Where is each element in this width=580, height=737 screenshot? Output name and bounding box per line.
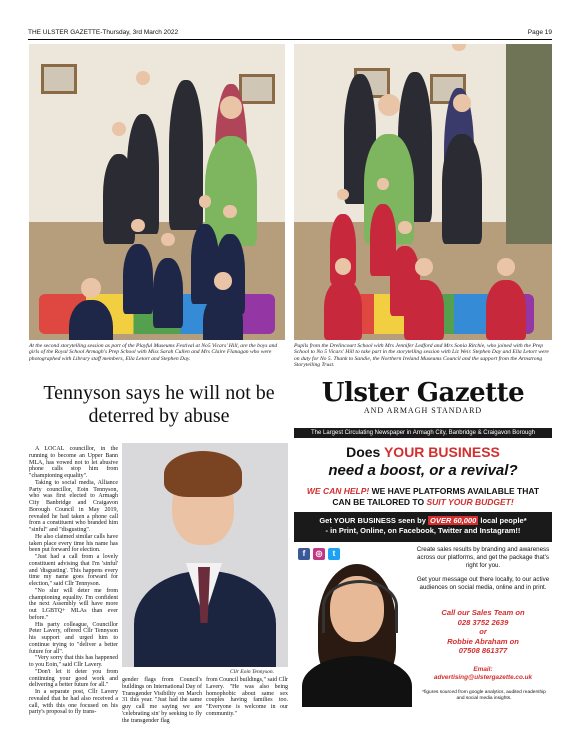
paragraph: "Just had a call from a lovely constituent advising that I'm 'sinful' and 'disgusting'. This happens every time my name goes forward for election," said Cllr Tennyson. bbox=[29, 554, 118, 587]
paragraph: A LOCAL councillor, in the running to become an Upper Bann MLA, has vowed not to let abusive phone calls stop him from "championing equality". bbox=[29, 446, 118, 479]
paragraph: In a separate post, Cllr Lavery revealed that he had also received a call, with this one focused on his party's proposal to fly trans- bbox=[29, 689, 118, 716]
page-number: Page 19 bbox=[527, 29, 552, 36]
photo-left bbox=[29, 44, 285, 340]
header-rule bbox=[28, 39, 552, 40]
reach-post: local people* bbox=[478, 516, 527, 525]
reach-line-2: - in Print, Online, on Facebook, Twitter and Instagram!! bbox=[325, 526, 521, 535]
phone-1[interactable]: 028 3752 2639 bbox=[457, 617, 509, 627]
advert-box bbox=[294, 378, 552, 709]
instagram-icon[interactable]: ◎ bbox=[313, 548, 325, 560]
ad-operator-image bbox=[296, 560, 416, 707]
help-red: WE CAN HELP! bbox=[306, 486, 370, 496]
article-headline: Tennyson says he will not be deterred by abuse bbox=[43, 382, 275, 427]
ad-email bbox=[416, 666, 550, 682]
ad-tagline: The Largest Circulating Newspaper in Armagh City, Banbridge & Craigavon Borough bbox=[294, 428, 552, 438]
email-label: Email: bbox=[473, 666, 493, 673]
paragraph: "Very sorry that this has happened to you Eoin," said Cllr Lavery. bbox=[29, 655, 118, 668]
ad-pitch bbox=[416, 546, 550, 598]
ad-question-1 bbox=[294, 444, 552, 461]
photo-right bbox=[294, 44, 552, 340]
or-label: or bbox=[479, 627, 487, 636]
caption-left: At the second storytelling session as part of the Playful Museums Festival at No5 Vicars' Hill, are the boys and girls of the Royal School Armagh's Prep School with Miss Sarah Cullen and Mrs Claire Flanagan who were photographed with Library staff members, Ella Letort and Stephen Day. bbox=[29, 343, 278, 362]
masthead-subtitle: AND ARMAGH STANDARD bbox=[363, 406, 483, 415]
ad-masthead bbox=[294, 378, 552, 426]
help-red-2: SUIT YOUR BUDGET! bbox=[426, 496, 514, 507]
portrait-photo bbox=[122, 443, 288, 667]
facebook-icon[interactable]: f bbox=[298, 548, 310, 560]
ad-contact bbox=[416, 608, 550, 656]
paragraph: Taking to social media, Alliance Party councillor, Eoin Tennyson, who was first elected to Armagh City Banbridge and Craigavon Borough Council in May 2019, revealed he had taken a phone call from a constituent who branded him "sinful" and "disgusting". bbox=[29, 479, 118, 533]
phone-2[interactable]: 07508 861377 bbox=[458, 646, 508, 655]
paragraph: He also claimed similar calls have taken place every time his name has been put forward for election. bbox=[29, 533, 118, 554]
paragraph: "No slur will deter me from championing equality. I'm confident the next Assembly will have more out LGBTQ+ MLAs than ever before." bbox=[29, 587, 118, 621]
article-col-3: from Council buildings," said Cllr Lavery. "He was also being homophobic about same sex couples having families too. "Everyone is welcome in our community." bbox=[206, 677, 288, 717]
help-text: WE HAVE PLATFORMS AVAILABLE THAT CAN BE TAILORED TO bbox=[332, 486, 540, 507]
pitch-2: Get your message out there locally, to our active audiences on social media, online and in print. bbox=[416, 576, 550, 591]
reach-pre: Get YOUR BUSINESS seen by bbox=[319, 516, 428, 525]
caption-right: Pupils from the Drelincourt School with Mrs Jennifer Ledford and Mrs Sonia Ritchie, who joined with the Prep School to No 5 Vicars' Hill to take part in the storytelling session with Liz Weir. Stephen Day and Ella Letort were on duty for No 5. Thank to Sandie, the Northern Ireland Museums Council and the support from the Armstrong Storytelling Trust. bbox=[294, 343, 549, 369]
contact-person: Robbie Abraham on bbox=[447, 636, 519, 646]
ad-reach-banner bbox=[294, 512, 552, 542]
q1-highlight: YOUR BUSINESS bbox=[383, 444, 500, 460]
email-link[interactable]: advertising@ulstergazette.co.uk bbox=[433, 674, 533, 681]
masthead-title: Ulster Gazette bbox=[321, 378, 525, 408]
article-col-1 bbox=[29, 446, 118, 716]
ad-footnote: *figures sourced from google analytics, audited readership and social media insights. bbox=[422, 690, 546, 701]
twitter-icon[interactable]: t bbox=[328, 548, 340, 560]
ad-help bbox=[298, 486, 548, 507]
ad-question-2: need a boost, or a revival? bbox=[328, 462, 518, 479]
paragraph: His party colleague, Councillor Peter Lavery, offered Cllr Tennyson his support and urged him to continue trying to "deliver a better future for all". bbox=[29, 621, 118, 655]
page-header bbox=[28, 26, 552, 40]
article-col-2: gender flags from Council's buildings on International Day of Transgender Visibility on March 31 this year. "Just had the same guy call me saying we are 'celebrating sin' by seeking to fly the transgender flag bbox=[122, 677, 202, 724]
paper-date: THE ULSTER GAZETTE-Thursday, 3rd March 2022 bbox=[28, 29, 179, 36]
paragraph: "Don't let it deter you from continuing your good work and delivering a better future for all." bbox=[29, 668, 118, 689]
pitch-1: Create sales results by branding and awareness across our platforms, and get the package that's right for you. bbox=[416, 546, 550, 569]
call-label: Call our Sales Team on bbox=[441, 608, 525, 617]
reach-highlight: OVER 60,000 bbox=[430, 516, 477, 525]
portrait-caption: Cllr Eoin Tennyson. bbox=[230, 669, 274, 675]
q1-text: Does bbox=[346, 444, 384, 460]
